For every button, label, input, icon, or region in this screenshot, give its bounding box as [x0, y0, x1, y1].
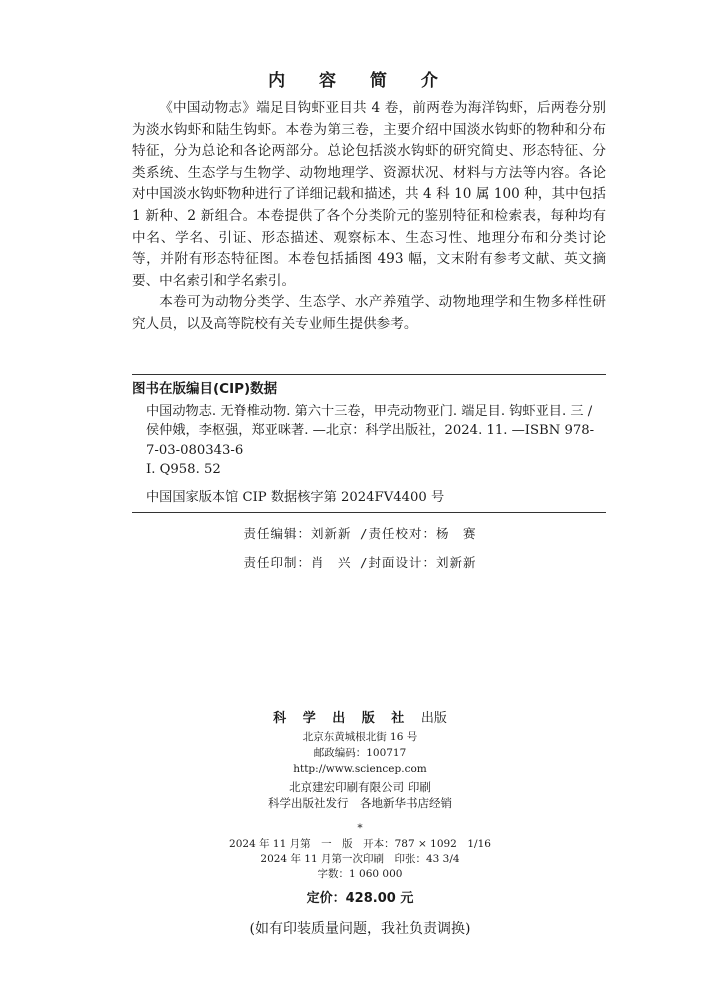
staff-line-printing: 责任印制：肖 兴 /封面设计：刘新新	[243, 555, 477, 570]
cip-top-rule	[132, 374, 606, 375]
cip-description: 中国动物志. 无脊椎动物. 第六十三卷，甲壳动物亚门. 端足目. 钩虾亚目. 三 / 侯仲娥，李枢强，郑亚咪著. —北京：科学出版社，2024. 11. —ISBN 978-7-03-080343-6	[146, 403, 595, 458]
wordcount-line: 字数：1 060 000	[317, 868, 403, 880]
publisher-postcode: 邮政编码：100717	[313, 747, 407, 759]
staff-line-editors: 责任编辑：刘新新 /责任校对：杨 赛	[243, 526, 477, 541]
quality-note: (如有印装质量问题，我社负责调换)	[249, 921, 471, 937]
publisher-suffix: 出版	[420, 711, 447, 726]
cip-record-number: 中国国家版本馆 CIP 数据核字第 2024FV4400 号	[146, 489, 445, 505]
publisher-address: 北京东黄城根北街 16 号	[302, 731, 418, 743]
publisher-name	[0, 711, 720, 726]
publisher-website: http://www.sciencep.com	[293, 763, 427, 775]
cip-block	[132, 380, 606, 507]
intro-paragraph-1: 《中国动物志》端足目钩虾亚目共 4 卷，前两卷为海洋钩虾，后两卷分别为淡水钩虾和陆生钩虾。本卷为第三卷，主要介绍中国淡水钩虾的物种和分布特征，分为总论和各论两部分。总论包括淡水钩虾的研究简史、形态特征、分类系统、生态学与生物学、动物地理学、资源状况、材料与方法等内容。各论对中国淡水钩虾物种进行了详细记载和描述，共 4 科 10 属 100 种，其中包括 1 新种、2 新组合。本卷提供了各个分类阶元的鉴别特征和检索表，每种均有中名、学名、引证、形态描述、观察标本、生态习性、地理分布和分类讨论等，并附有形态特征图。本卷包括插图 493 幅，文末附有参考文献、英文摘要、中名索引和学名索引。	[132, 100, 606, 289]
separator-star: *	[357, 822, 363, 834]
cip-classification: I. Q958. 52	[146, 462, 221, 477]
publisher-logo-text: 科 学 出 版 社	[273, 711, 411, 726]
price: 定价：428.00 元	[306, 891, 414, 906]
page-title: 内 容 简 介	[268, 71, 452, 91]
printing-line: 2024 年 11 月第一次印刷 印张：43 3/4	[260, 853, 460, 865]
distribution-line: 科学出版社发行 各地新华书店经销	[268, 796, 452, 810]
introduction	[132, 98, 606, 336]
printer-line: 北京建宏印刷有限公司 印刷	[289, 780, 431, 794]
edition-line: 2024 年 11 月第 一 版 开本：787 × 1092 1/16	[229, 838, 491, 850]
intro-paragraph-2: 本卷可为动物分类学、生态学、水产养殖学、动物地理学和生物多样性研究人员，以及高等院校有关专业师生提供参考。	[132, 294, 606, 332]
cip-heading: 图书在版编目(CIP)数据	[132, 381, 278, 397]
cip-bottom-rule	[132, 512, 606, 513]
